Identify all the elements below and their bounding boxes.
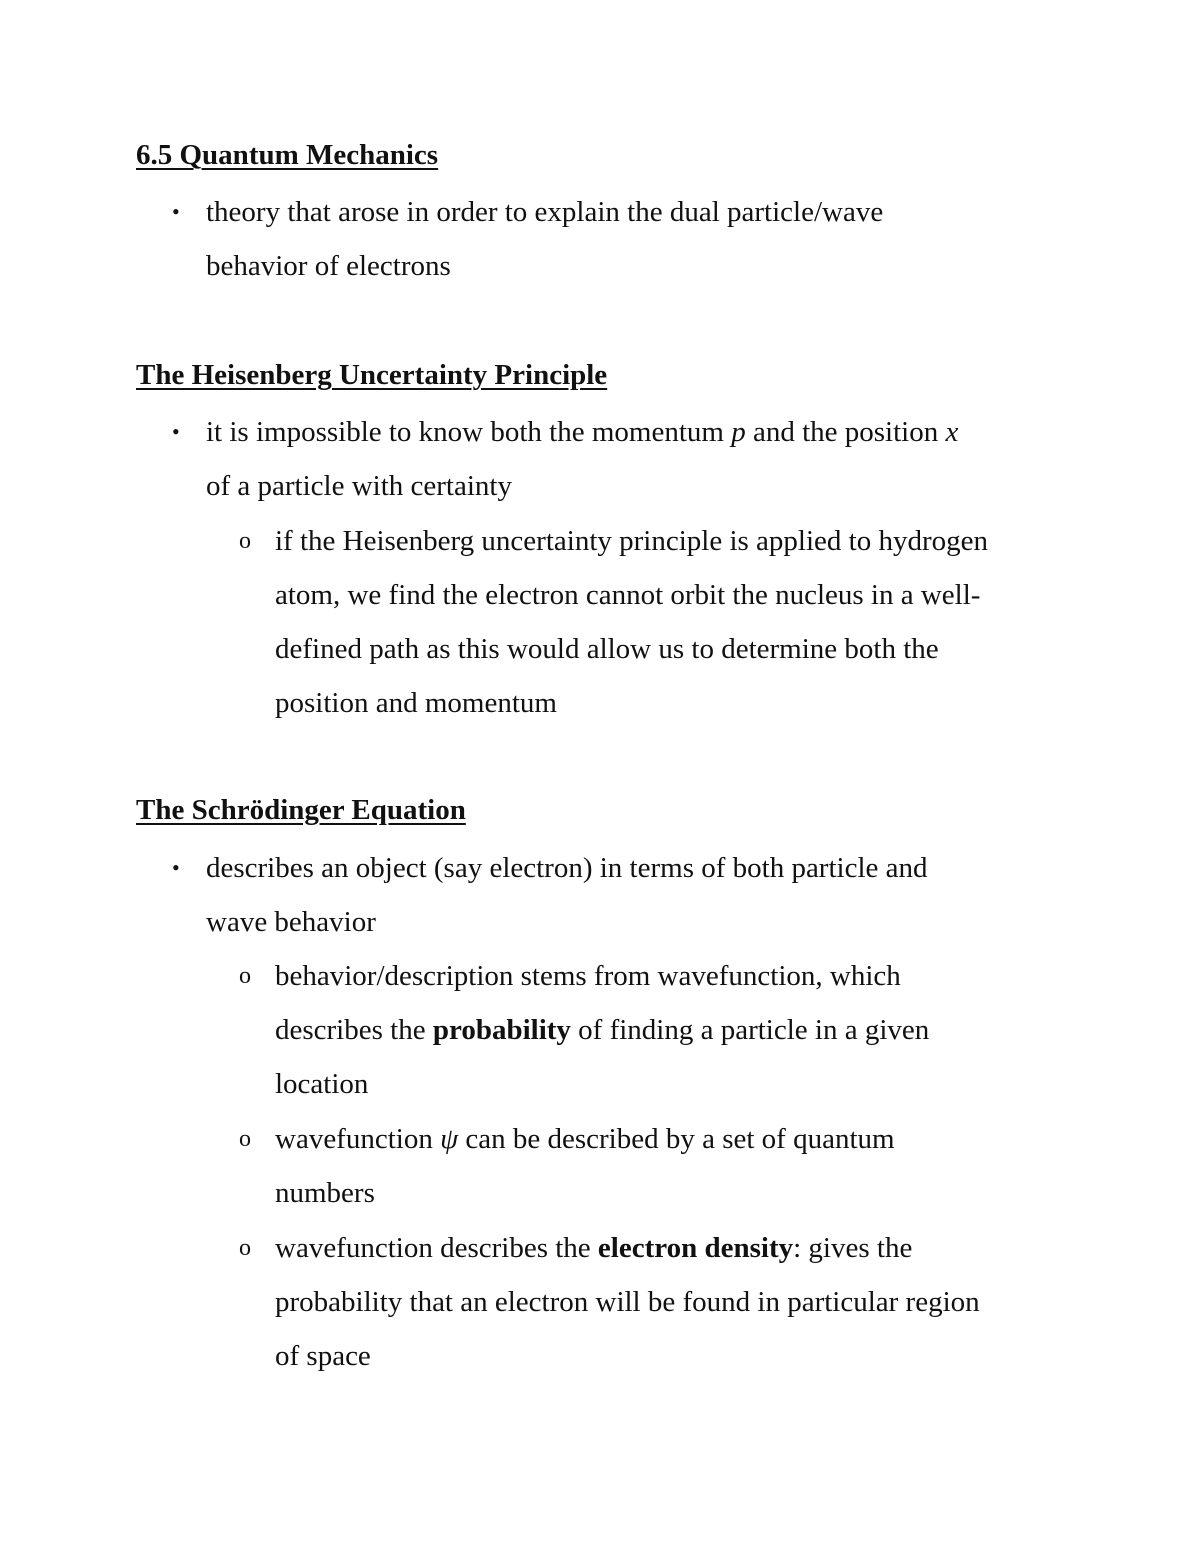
list-item-text: it is impossible to know both the momentum p and the position x	[206, 416, 959, 448]
list-item-text: location	[275, 1068, 369, 1100]
list-item-text: atom, we find the electron cannot orbit the nucleus in a well-	[275, 579, 981, 611]
list-item-text: describes the probability of finding a particle in a given	[275, 1014, 930, 1046]
list-item-text: position and momentum	[275, 687, 557, 719]
list-item-text: probability that an electron will be found in particular region	[275, 1286, 980, 1318]
circle-bullet-icon: o	[239, 528, 251, 554]
list-item-text: if the Heisenberg uncertainty principle is applied to hydrogen	[275, 525, 988, 557]
list-item-text: wavefunction describes the electron density: gives the	[275, 1232, 913, 1264]
list-item-text: theory that arose in order to explain the dual particle/wave	[206, 196, 884, 228]
section-heading-heisenberg: The Heisenberg Uncertainty Principle	[136, 359, 608, 391]
list-item-text: of a particle with certainty	[206, 470, 512, 502]
section-heading-quantum-mechanics: 6.5 Quantum Mechanics	[136, 139, 439, 171]
electron-density-term: electron density	[597, 1232, 794, 1264]
list-item-text: numbers	[275, 1177, 375, 1209]
sub-list-item	[239, 949, 930, 1111]
psi-symbol: ψ	[440, 1123, 459, 1155]
section-heading-schrodinger: The Schrödinger Equation	[136, 794, 466, 826]
list-item	[172, 841, 928, 949]
circle-bullet-icon: o	[239, 963, 251, 989]
list-item-text: behavior/description stems from wavefunction, which	[275, 960, 901, 992]
momentum-variable: p	[731, 416, 746, 448]
sub-list-item	[239, 514, 988, 730]
list-item-text: of space	[275, 1340, 371, 1372]
sub-list-item	[239, 1112, 895, 1220]
list-item	[172, 405, 959, 513]
list-item-text: defined path as this would allow us to determine both the	[275, 633, 939, 665]
list-item-text: wavefunction ψ can be described by a set of quantum	[275, 1123, 895, 1155]
sub-list-item	[239, 1221, 980, 1383]
bullet-icon: •	[172, 855, 180, 880]
position-variable: x	[945, 416, 959, 448]
bullet-icon: •	[172, 199, 180, 224]
list-item-text: behavior of electrons	[206, 250, 451, 282]
list-item-text: describes an object (say electron) in terms of both particle and	[206, 852, 928, 884]
bullet-icon: •	[172, 419, 180, 444]
circle-bullet-icon: o	[239, 1235, 251, 1261]
list-item	[172, 185, 884, 293]
list-item-text: wave behavior	[206, 906, 376, 938]
circle-bullet-icon: o	[239, 1126, 251, 1152]
probability-term: probability	[432, 1014, 571, 1046]
